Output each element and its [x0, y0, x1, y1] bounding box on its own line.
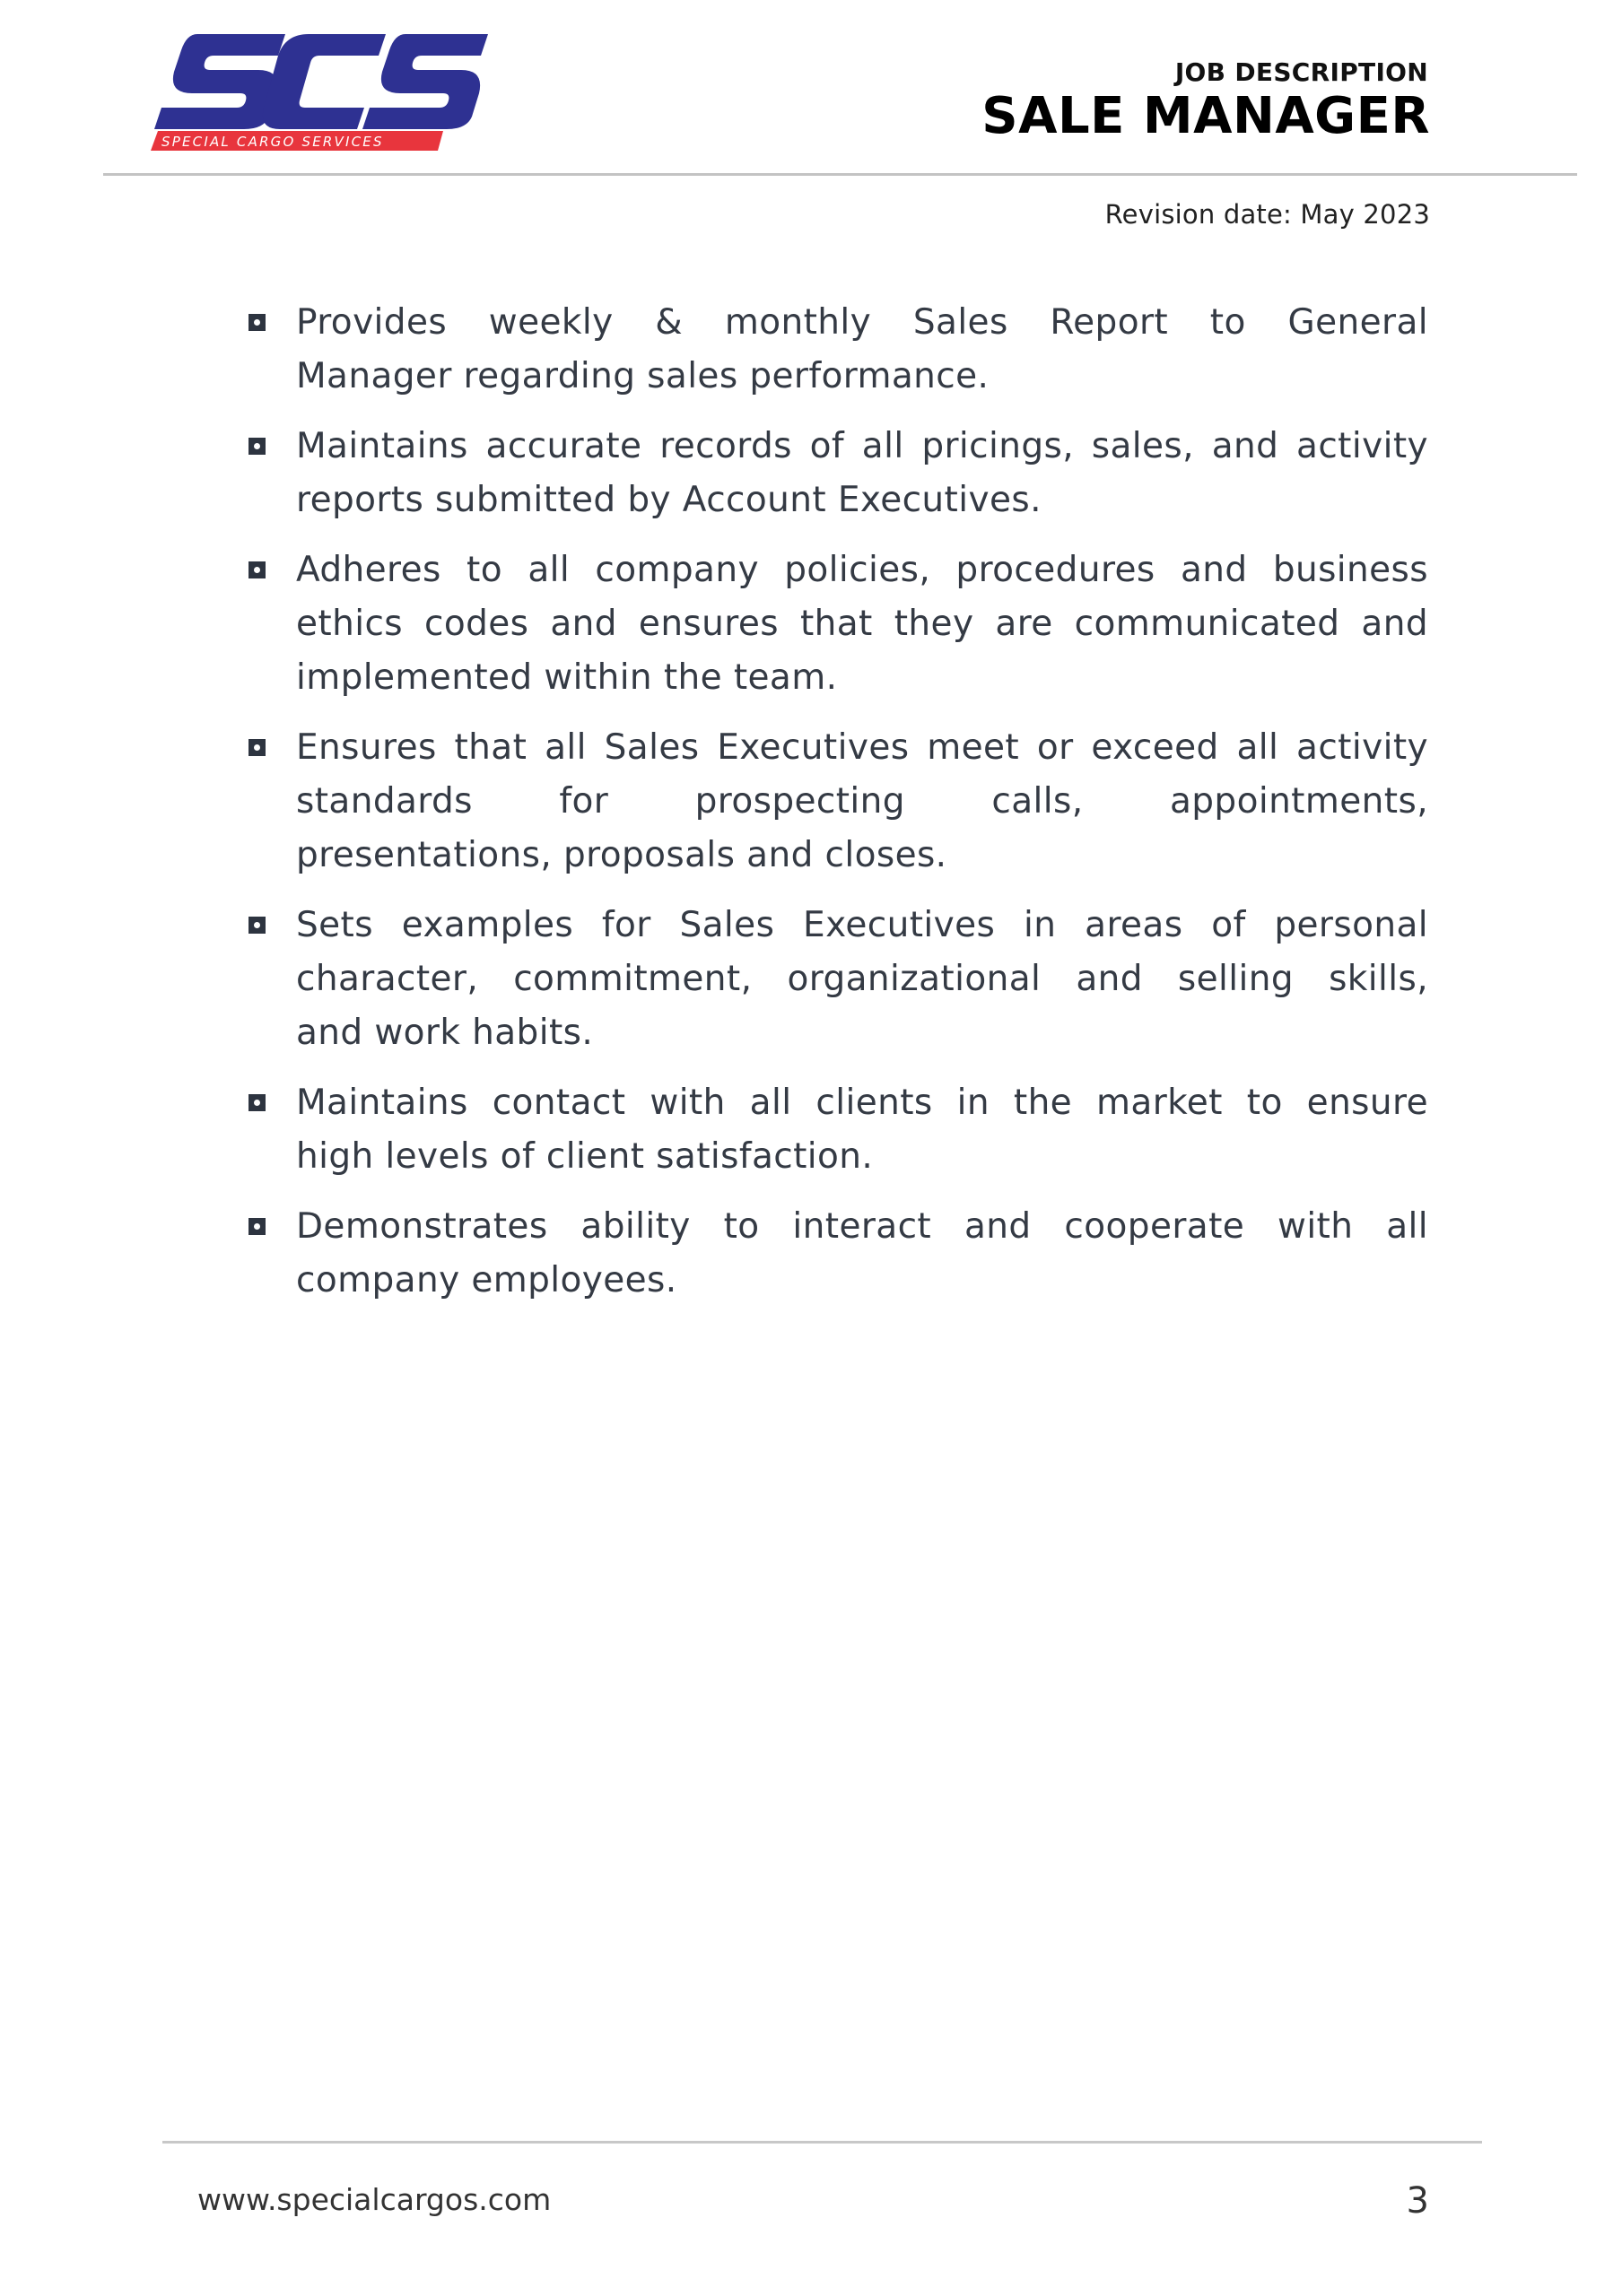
header-divider: [103, 173, 1577, 176]
responsibility-text-line: Maintains accurate records of all pricings, sales, and activity: [296, 426, 1428, 466]
square-bullet-icon: [249, 314, 266, 331]
responsibility-text-line: ethics codes and ensures that they are communicated and: [296, 604, 1428, 644]
responsibility-text-line: high levels of client satisfaction.: [296, 1136, 874, 1177]
square-bullet-icon: [249, 917, 266, 934]
square-bullet-icon: [249, 739, 266, 756]
responsibility-text-line: standards for prospecting calls, appointments,: [296, 781, 1428, 822]
responsibility-text-line: Maintains contact with all clients in the market to ensure: [296, 1083, 1428, 1123]
responsibility-text-line: Ensures that all Sales Executives meet or exceed all activity: [296, 727, 1428, 768]
responsibility-item: [246, 544, 1428, 705]
responsibility-item: [246, 1200, 1428, 1308]
responsibility-text-line: Sets examples for Sales Executives in areas of personal: [296, 905, 1428, 945]
responsibility-text-line: implemented within the team.: [296, 657, 838, 698]
responsibility-text-line: Provides weekly & monthly Sales Report to General: [296, 302, 1428, 343]
responsibility-item: [246, 721, 1428, 883]
footer-divider: [162, 2141, 1482, 2144]
square-bullet-icon: [249, 1218, 266, 1235]
website-link[interactable]: www.specialcargos.com: [197, 2182, 552, 2217]
responsibility-item: [246, 296, 1428, 404]
responsibility-item: [246, 420, 1428, 527]
responsibility-text-line: presentations, proposals and closes.: [296, 835, 947, 875]
responsibility-text-line: character, commitment, organizational and selling skills,: [296, 959, 1428, 999]
responsibilities-list: [246, 296, 1428, 1324]
responsibility-item: [246, 899, 1428, 1060]
responsibility-text-line: Manager regarding sales performance.: [296, 356, 990, 396]
company-logo: [151, 29, 492, 151]
responsibility-text-line: Adheres to all company policies, procedures and business: [296, 550, 1428, 590]
page-number: 3: [1406, 2180, 1429, 2222]
job-title: SALE MANAGER: [981, 87, 1430, 145]
square-bullet-icon: [249, 438, 266, 455]
responsibility-item: [246, 1076, 1428, 1184]
scs-logo-graphic: [151, 29, 492, 151]
logo-tagline-text: SPECIAL CARGO SERVICES: [161, 134, 384, 150]
square-bullet-icon: [249, 1094, 266, 1111]
document-type-label: JOB DESCRIPTION: [1174, 57, 1428, 87]
responsibility-text-line: company employees.: [296, 1260, 677, 1300]
responsibility-text-line: and work habits.: [296, 1013, 594, 1053]
responsibility-text-line: Demonstrates ability to interact and cooperate with all: [296, 1206, 1428, 1247]
square-bullet-icon: [249, 561, 266, 578]
revision-date: Revision date: May 2023: [1104, 199, 1430, 230]
responsibility-text-line: reports submitted by Account Executives.: [296, 480, 1042, 520]
